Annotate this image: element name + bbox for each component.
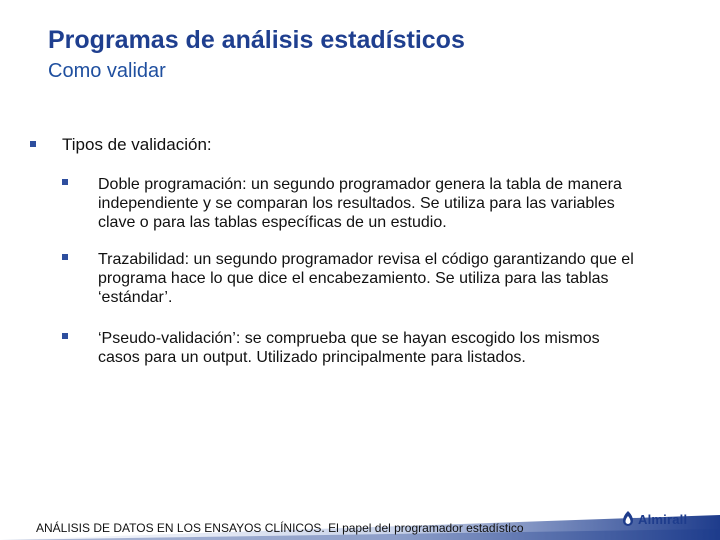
slide-subtitle: Como validar: [48, 60, 166, 82]
list-item-line: Trazabilidad: un segundo programador revisa el código garantizando que el: [98, 251, 634, 268]
list-item: [98, 250, 698, 307]
list-item-line: independiente y se comparan los resultados. Se utiliza para las variables: [98, 195, 615, 212]
bullet-square-icon: [30, 141, 36, 147]
footer-text: ANÁLISIS DE DATOS EN LOS ENSAYOS CLÍNICOS. El papel del programador estadístico: [36, 521, 524, 535]
slide-title: Programas de análisis estadísticos: [48, 26, 465, 54]
bullet-square-icon: [62, 254, 68, 260]
bullet-square-icon: [62, 333, 68, 339]
list-item-line: casos para un output. Utilizado principalmente para listados.: [98, 349, 526, 366]
list-item-line: programa hace lo que dice el encabezamiento. Se utiliza para las tablas: [98, 270, 609, 287]
list-item: [98, 175, 698, 232]
main-bullet-text: Tipos de validación:: [62, 135, 212, 154]
bullet-square-icon: [62, 179, 68, 185]
company-logo: [620, 508, 687, 530]
list-item: [98, 329, 698, 367]
list-item-line: ‘Pseudo-validación’: se comprueba que se hayan escogido los mismos: [98, 330, 600, 347]
list-item-line: ‘estándar’.: [98, 289, 173, 306]
list-item-line: Doble programación: un segundo programador genera la tabla de manera: [98, 176, 622, 193]
list-item-line: clave o para las tablas específicas de un estudio.: [98, 214, 447, 231]
almirall-logo-icon: [620, 510, 636, 528]
logo-text: Almirall: [638, 511, 688, 527]
